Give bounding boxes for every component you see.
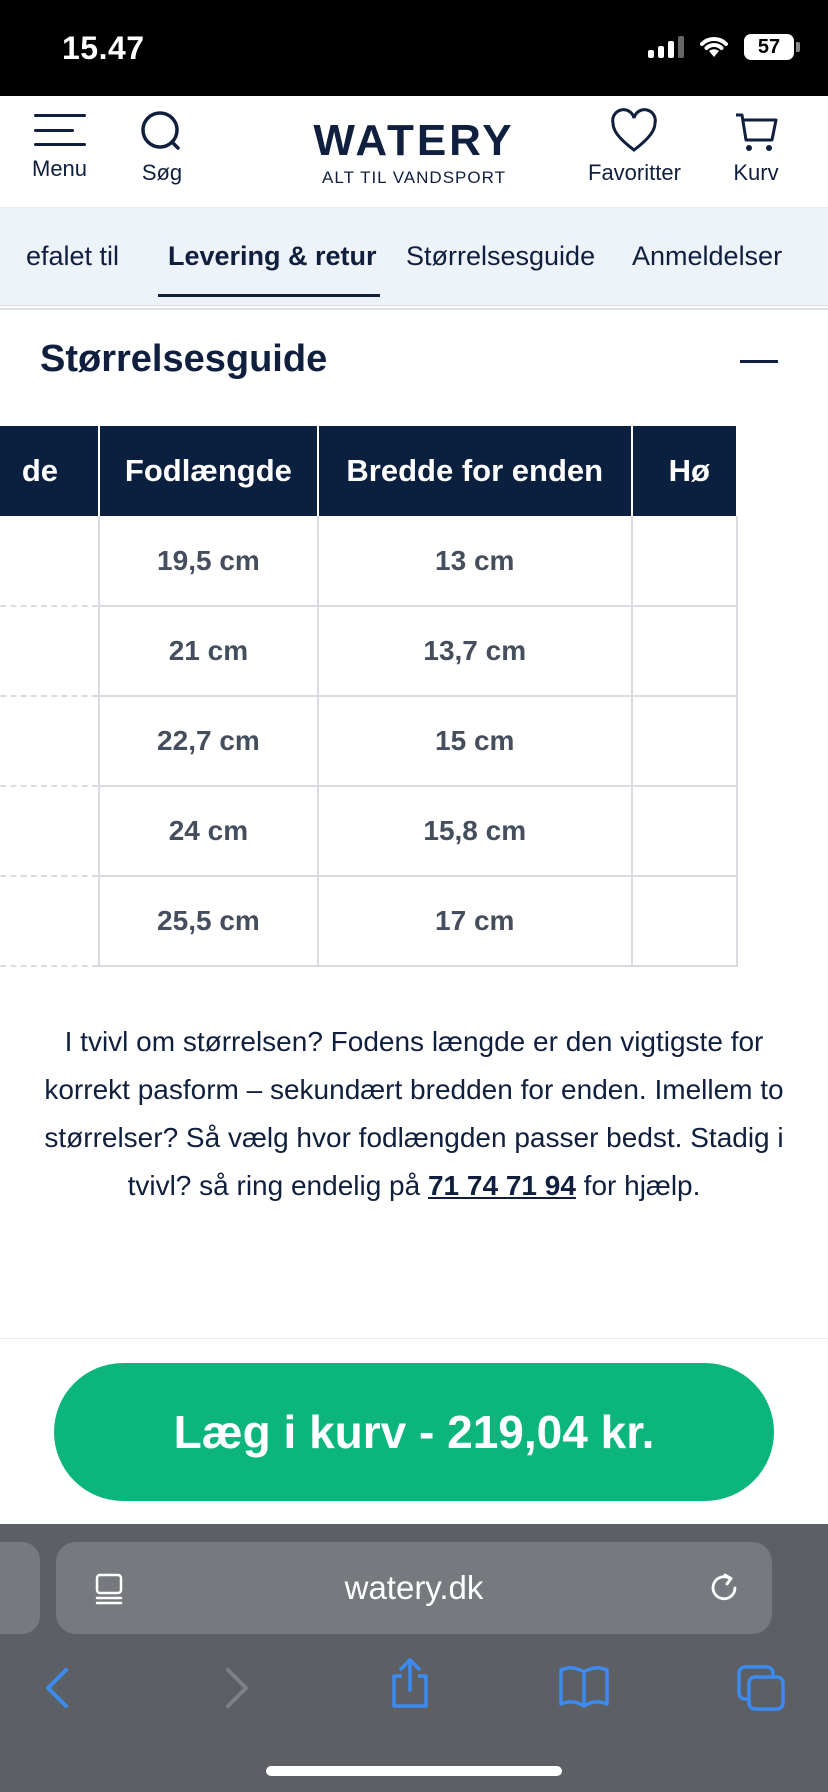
tab-size-guide[interactable]: Størrelsesguide	[406, 240, 596, 271]
heart-icon	[610, 110, 658, 154]
status-icons	[648, 34, 794, 60]
column-header: de	[0, 426, 99, 516]
phone-link[interactable]: 71 74 71 94	[427, 1170, 576, 1201]
column-header: Hø	[632, 426, 737, 516]
cart-button[interactable]	[732, 110, 780, 186]
table-cell	[0, 696, 99, 786]
help-text: I tvivl om størrelsen? Fodens længde er den vigtigste for korrekt pasform – sekundært bredden for enden. Imellem to størrelser? Så vælg hvor fodlængden passer bedst. Stadig i tvivl? så ring endelig på	[44, 1026, 784, 1201]
table-cell: 17 cm	[318, 876, 632, 966]
table-cell	[632, 516, 737, 606]
bookmarks-icon[interactable]	[558, 1664, 610, 1708]
share-icon[interactable]	[388, 1656, 432, 1710]
status-bar	[0, 0, 828, 96]
table-row	[0, 516, 737, 606]
address-bar[interactable]	[56, 1542, 772, 1634]
search-label: Søg	[141, 160, 183, 185]
tabs-icon[interactable]	[736, 1664, 786, 1712]
table-cell: 15,8 cm	[318, 786, 632, 876]
logo-tagline: ALT TIL VANDSPORT	[322, 168, 506, 187]
table-cell	[0, 786, 99, 876]
cart-icon	[732, 110, 780, 154]
previous-tab-preview[interactable]	[0, 1542, 40, 1634]
battery-icon: 57	[744, 34, 794, 60]
size-table	[0, 426, 738, 967]
table-row	[0, 876, 737, 966]
table-header-row	[0, 426, 737, 516]
table-cell: 15 cm	[318, 696, 632, 786]
table-cell	[632, 876, 737, 966]
product-tabs	[0, 208, 828, 306]
active-tab-indicator	[158, 294, 380, 297]
cellular-signal-icon	[648, 36, 684, 58]
add-to-cart-bar	[0, 1338, 828, 1524]
wifi-icon	[698, 35, 730, 59]
table-row	[0, 786, 737, 876]
size-table-scroll[interactable]	[21, 426, 788, 968]
tab-delivery-returns[interactable]: Levering & retur	[168, 240, 377, 271]
table-cell: 13 cm	[318, 516, 632, 606]
favorites-label: Favoritter	[588, 160, 681, 185]
browser-nav	[0, 1654, 828, 1724]
column-header: Fodlængde	[99, 426, 318, 516]
status-time: 15.47	[62, 30, 145, 66]
logo-text: WATERY	[313, 116, 515, 165]
browser-toolbar	[0, 1524, 828, 1792]
table-row	[0, 696, 737, 786]
cart-label: Kurv	[733, 160, 779, 185]
back-icon[interactable]	[40, 1664, 76, 1712]
reload-icon[interactable]	[706, 1570, 742, 1606]
favorites-button[interactable]	[588, 110, 681, 186]
forward-icon[interactable]	[218, 1664, 254, 1712]
table-cell: 21 cm	[99, 606, 318, 696]
add-to-cart-button[interactable]: Læg i kurv - 219,04 kr.	[54, 1363, 774, 1501]
table-row	[0, 606, 737, 696]
tab-recommended[interactable]: efalet til	[26, 240, 120, 271]
home-indicator	[266, 1766, 562, 1776]
collapse-icon[interactable]	[740, 360, 778, 363]
site-header	[0, 96, 828, 208]
menu-label: Menu	[32, 156, 88, 181]
divider	[0, 308, 828, 310]
table-cell	[632, 696, 737, 786]
table-cell	[632, 606, 737, 696]
column-header: Bredde for enden	[318, 426, 632, 516]
url-text: watery.dk	[344, 1569, 484, 1606]
help-text-end: for hjælp.	[575, 1170, 701, 1201]
table-cell: 19,5 cm	[99, 516, 318, 606]
section-title: Størrelsesguide	[40, 338, 328, 380]
tab-reviews[interactable]: Anmeldelser	[632, 240, 783, 271]
table-cell	[0, 606, 99, 696]
table-cell: 25,5 cm	[99, 876, 318, 966]
table-cell: 24 cm	[99, 786, 318, 876]
table-cell: 22,7 cm	[99, 696, 318, 786]
table-cell	[0, 516, 99, 606]
table-cell	[632, 786, 737, 876]
table-cell: 13,7 cm	[318, 606, 632, 696]
size-help-text	[40, 1018, 788, 1210]
table-cell	[0, 876, 99, 966]
logo[interactable]	[0, 116, 828, 188]
